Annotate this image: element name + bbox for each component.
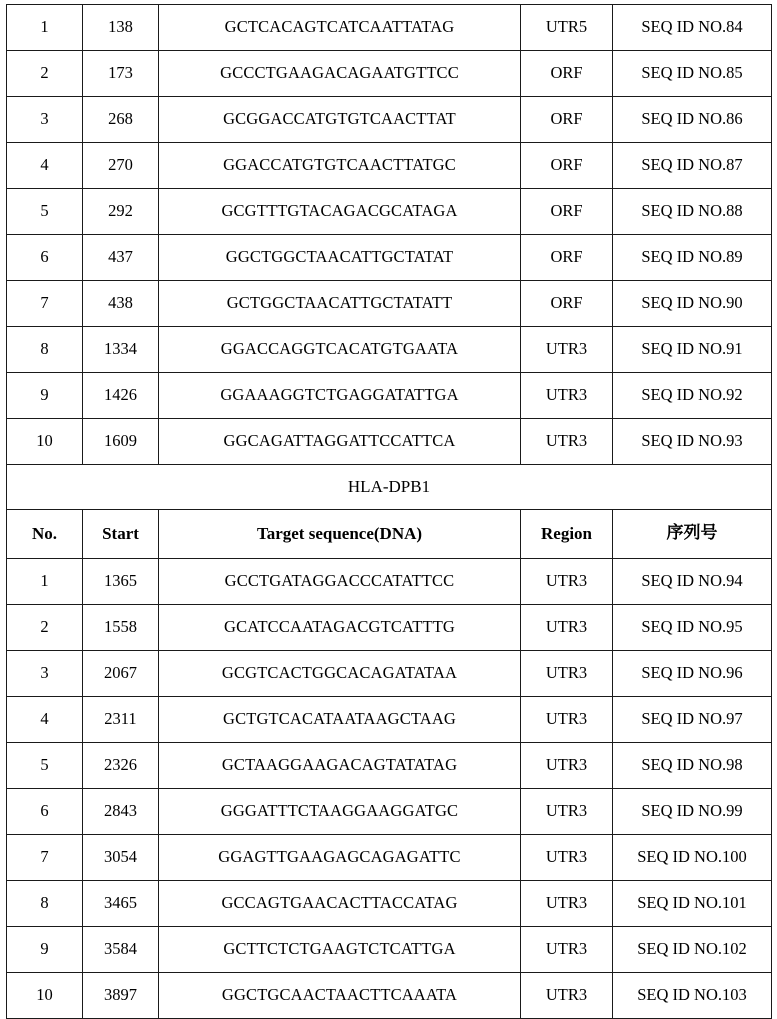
table-row — [7, 189, 772, 235]
table-row — [7, 235, 772, 281]
cell-no: 8 — [7, 327, 83, 373]
table-row — [7, 789, 772, 835]
cell-no: 5 — [7, 743, 83, 789]
cell-start: 1334 — [83, 327, 159, 373]
cell-no: 6 — [7, 789, 83, 835]
table-row — [7, 881, 772, 927]
cell-start: 270 — [83, 143, 159, 189]
cell-start: 1426 — [83, 373, 159, 419]
cell-start: 3584 — [83, 927, 159, 973]
cell-target-sequence: GCGTTTGTACAGACGCATAGA — [159, 189, 521, 235]
cell-target-sequence: GGGATTTCTAAGGAAGGATGC — [159, 789, 521, 835]
cell-no: 10 — [7, 973, 83, 1019]
table-row — [7, 651, 772, 697]
cell-seq-id: SEQ ID NO.103 — [613, 973, 772, 1019]
cell-region: UTR3 — [521, 881, 613, 927]
cell-seq-id: SEQ ID NO.85 — [613, 51, 772, 97]
cell-target-sequence: GCCAGTGAACACTTACCATAG — [159, 881, 521, 927]
cell-target-sequence: GGAGTTGAAGAGCAGAGATTC — [159, 835, 521, 881]
cell-target-sequence: GCGGACCATGTGTCAACTTAT — [159, 97, 521, 143]
cell-seq-id: SEQ ID NO.89 — [613, 235, 772, 281]
cell-seq-id: SEQ ID NO.87 — [613, 143, 772, 189]
cell-start: 2326 — [83, 743, 159, 789]
cell-no: 8 — [7, 881, 83, 927]
table-row — [7, 327, 772, 373]
cell-seq-id: SEQ ID NO.90 — [613, 281, 772, 327]
cell-seq-id: SEQ ID NO.96 — [613, 651, 772, 697]
cell-target-sequence: GCCCTGAAGACAGAATGTTCC — [159, 51, 521, 97]
cell-target-sequence: GGAAAGGTCTGAGGATATTGA — [159, 373, 521, 419]
cell-target-sequence: GCGTCACTGGCACAGATATAA — [159, 651, 521, 697]
cell-start: 138 — [83, 5, 159, 51]
cell-region: ORF — [521, 189, 613, 235]
table-row — [7, 973, 772, 1019]
table-row — [7, 97, 772, 143]
cell-region: UTR3 — [521, 973, 613, 1019]
cell-seq-id: SEQ ID NO.92 — [613, 373, 772, 419]
cell-target-sequence: GCATCCAATAGACGTCATTTG — [159, 605, 521, 651]
cell-region: UTR3 — [521, 373, 613, 419]
cell-no: 7 — [7, 835, 83, 881]
cell-start: 173 — [83, 51, 159, 97]
cell-seq-id: SEQ ID NO.99 — [613, 789, 772, 835]
column-header-target-sequence: Target sequence(DNA) — [159, 510, 521, 559]
cell-start: 3054 — [83, 835, 159, 881]
cell-seq-id: SEQ ID NO.98 — [613, 743, 772, 789]
cell-start: 292 — [83, 189, 159, 235]
table-row — [7, 605, 772, 651]
cell-start: 1558 — [83, 605, 159, 651]
cell-target-sequence: GCTGTCACATAATAAGCTAAG — [159, 697, 521, 743]
cell-no: 5 — [7, 189, 83, 235]
cell-target-sequence: GGCTGGCTAACATTGCTATAT — [159, 235, 521, 281]
cell-region: UTR3 — [521, 835, 613, 881]
cell-region: UTR3 — [521, 697, 613, 743]
cell-no: 2 — [7, 51, 83, 97]
cell-no: 4 — [7, 697, 83, 743]
cell-no: 7 — [7, 281, 83, 327]
cell-start: 1365 — [83, 559, 159, 605]
cell-no: 1 — [7, 559, 83, 605]
cell-no: 10 — [7, 419, 83, 465]
cell-start: 2067 — [83, 651, 159, 697]
table-row — [7, 281, 772, 327]
column-header-row — [7, 510, 772, 559]
cell-target-sequence: GGCAGATTAGGATTCCATTCA — [159, 419, 521, 465]
cell-region: UTR3 — [521, 651, 613, 697]
table-row — [7, 927, 772, 973]
cell-seq-id: SEQ ID NO.91 — [613, 327, 772, 373]
cell-target-sequence: GGACCAGGTCACATGTGAATA — [159, 327, 521, 373]
cell-no: 6 — [7, 235, 83, 281]
cell-seq-id: SEQ ID NO.102 — [613, 927, 772, 973]
table-row — [7, 143, 772, 189]
cell-seq-id: SEQ ID NO.101 — [613, 881, 772, 927]
cell-region: ORF — [521, 97, 613, 143]
table-row — [7, 419, 772, 465]
table-body — [7, 5, 772, 1019]
cell-region: UTR3 — [521, 559, 613, 605]
cell-target-sequence: GCTCACAGTCATCAATTATAG — [159, 5, 521, 51]
table-row — [7, 51, 772, 97]
cell-seq-id: SEQ ID NO.95 — [613, 605, 772, 651]
cell-start: 2311 — [83, 697, 159, 743]
cell-region: UTR3 — [521, 327, 613, 373]
cell-region: ORF — [521, 143, 613, 189]
cell-start: 437 — [83, 235, 159, 281]
gene-group-title: HLA-DPB1 — [7, 465, 772, 510]
cell-no: 3 — [7, 97, 83, 143]
cell-seq-id: SEQ ID NO.88 — [613, 189, 772, 235]
cell-region: UTR3 — [521, 927, 613, 973]
cell-start: 1609 — [83, 419, 159, 465]
cell-no: 3 — [7, 651, 83, 697]
cell-target-sequence: GGACCATGTGTCAACTTATGC — [159, 143, 521, 189]
cell-region: UTR3 — [521, 419, 613, 465]
cell-region: ORF — [521, 51, 613, 97]
cell-region: UTR5 — [521, 5, 613, 51]
cell-target-sequence: GCTAAGGAAGACAGTATATAG — [159, 743, 521, 789]
table-row — [7, 835, 772, 881]
column-header-seq-id: 序列号 — [613, 510, 772, 559]
column-header-region: Region — [521, 510, 613, 559]
cell-target-sequence: GCTGGCTAACATTGCTATATT — [159, 281, 521, 327]
cell-seq-id: SEQ ID NO.97 — [613, 697, 772, 743]
cell-no: 9 — [7, 927, 83, 973]
target-sequence-table — [6, 4, 772, 1019]
cell-no: 9 — [7, 373, 83, 419]
cell-no: 1 — [7, 5, 83, 51]
cell-seq-id: SEQ ID NO.84 — [613, 5, 772, 51]
cell-region: UTR3 — [521, 605, 613, 651]
cell-seq-id: SEQ ID NO.93 — [613, 419, 772, 465]
cell-region: UTR3 — [521, 743, 613, 789]
column-header-start: Start — [83, 510, 159, 559]
cell-region: UTR3 — [521, 789, 613, 835]
cell-seq-id: SEQ ID NO.86 — [613, 97, 772, 143]
table-row — [7, 373, 772, 419]
cell-start: 268 — [83, 97, 159, 143]
cell-region: ORF — [521, 281, 613, 327]
table-row — [7, 743, 772, 789]
cell-no: 4 — [7, 143, 83, 189]
table-row — [7, 559, 772, 605]
cell-target-sequence: GGCTGCAACTAACTTCAAATA — [159, 973, 521, 1019]
cell-start: 3897 — [83, 973, 159, 1019]
cell-no: 2 — [7, 605, 83, 651]
cell-start: 2843 — [83, 789, 159, 835]
cell-start: 3465 — [83, 881, 159, 927]
table-row — [7, 5, 772, 51]
cell-target-sequence: GCCTGATAGGACCCATATTCC — [159, 559, 521, 605]
cell-region: ORF — [521, 235, 613, 281]
cell-target-sequence: GCTTCTCTGAAGTCTCATTGA — [159, 927, 521, 973]
cell-start: 438 — [83, 281, 159, 327]
cell-seq-id: SEQ ID NO.100 — [613, 835, 772, 881]
cell-seq-id: SEQ ID NO.94 — [613, 559, 772, 605]
table-row — [7, 697, 772, 743]
group-title-row — [7, 465, 772, 510]
column-header-no: No. — [7, 510, 83, 559]
